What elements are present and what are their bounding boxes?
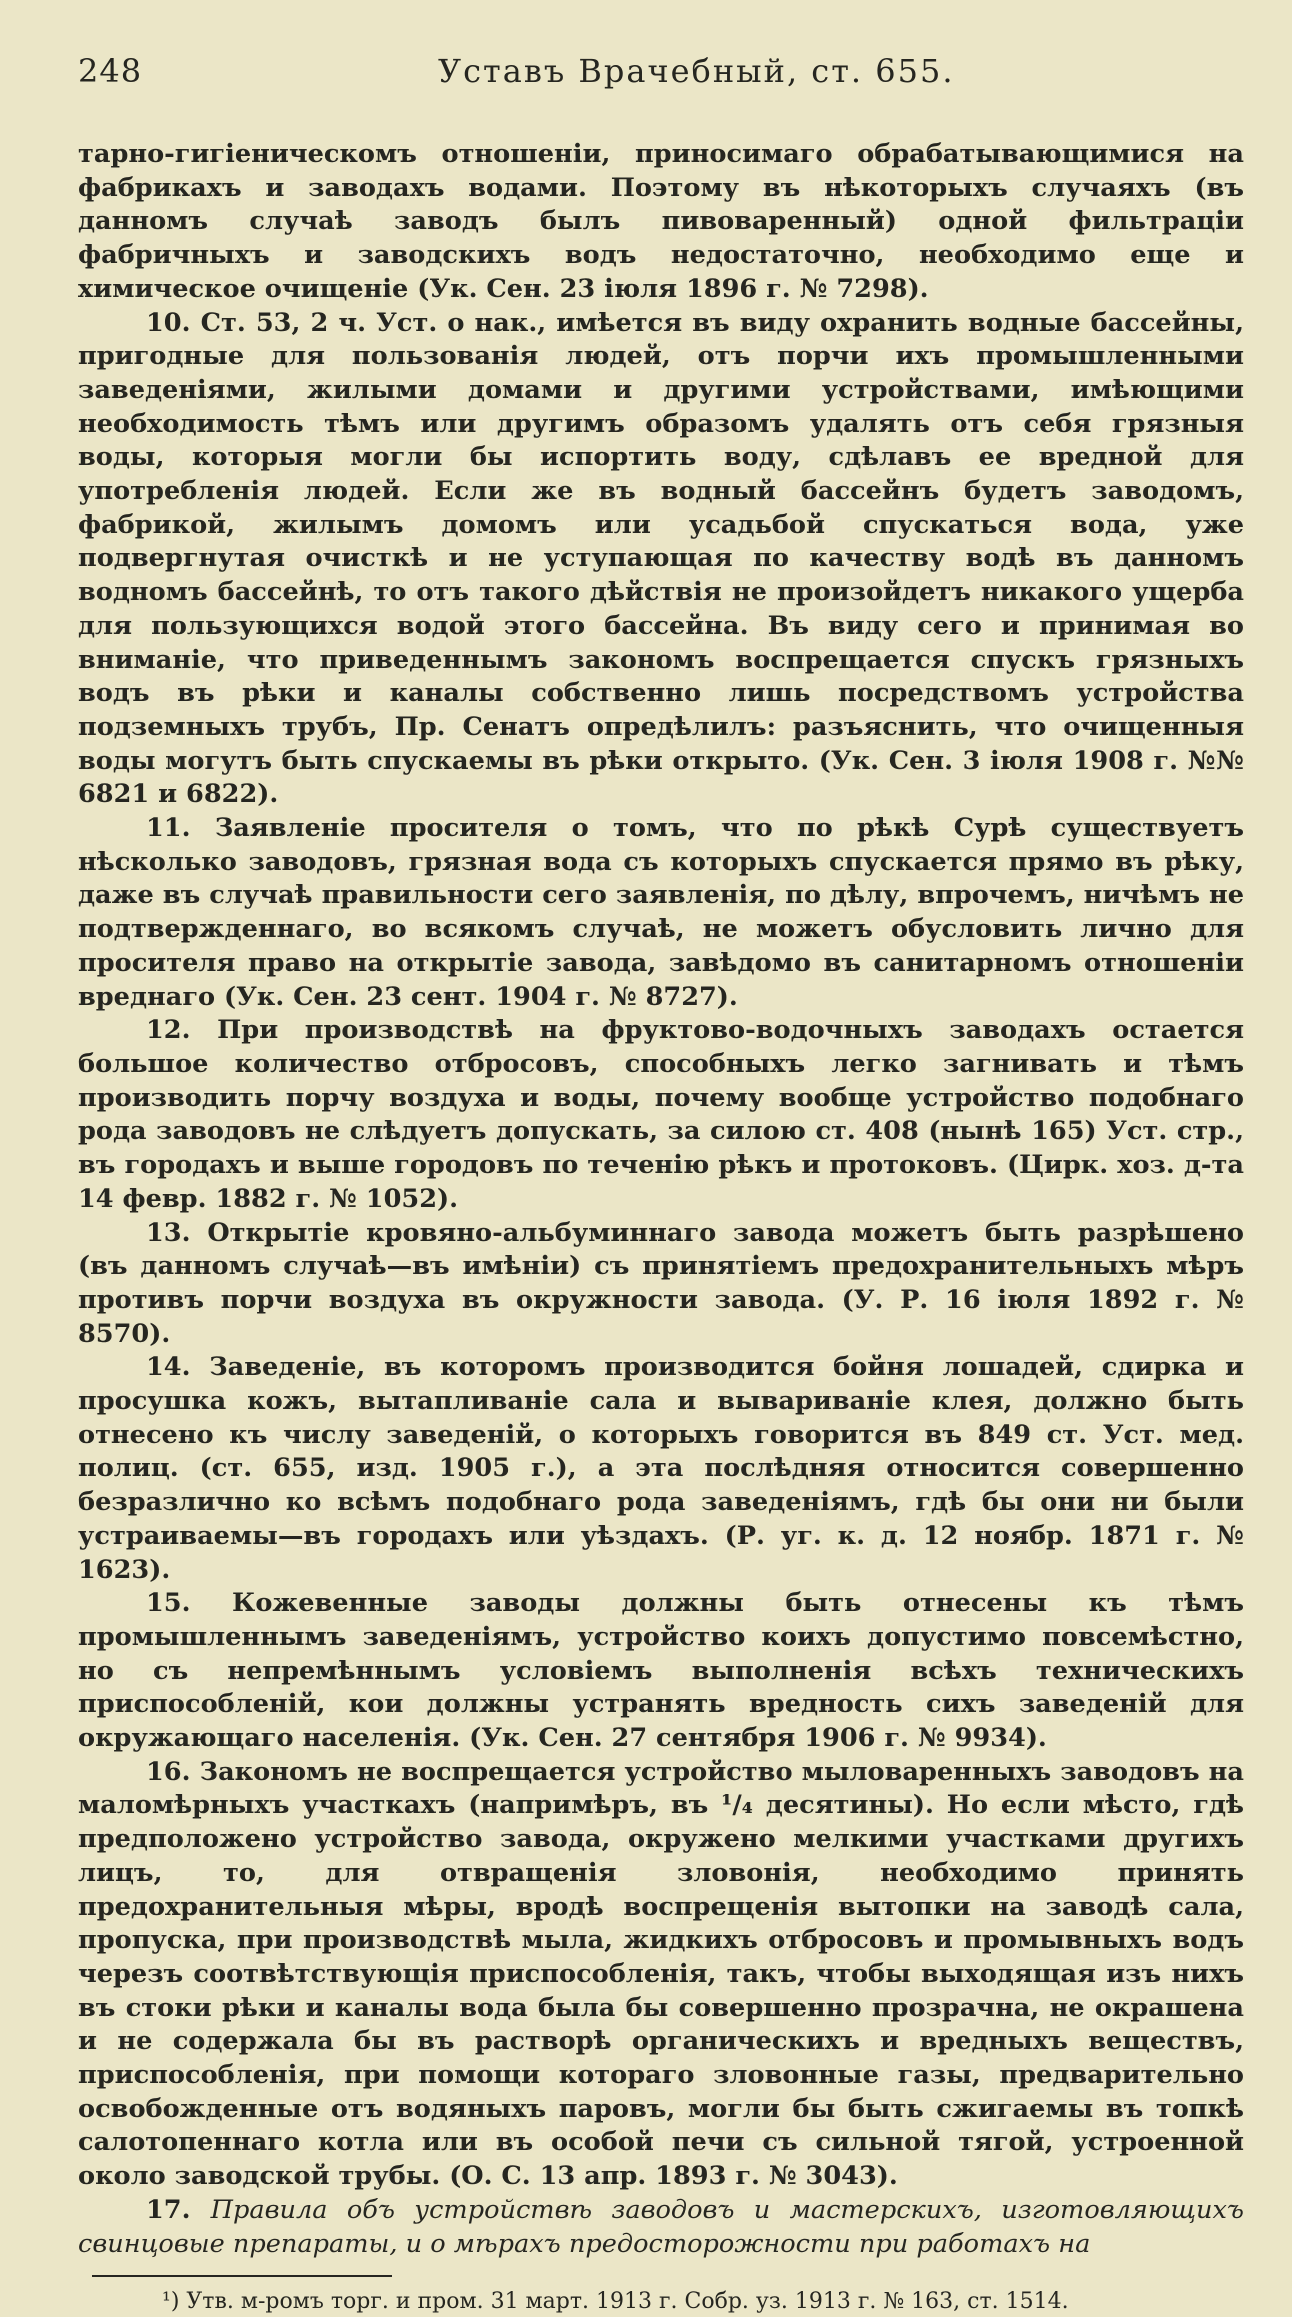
paragraph-15: 15. Кожевенные заводы должны быть отнесены къ тѣмъ промышленнымъ заведеніямъ, устройство коихъ допустимо повсемѣстно, но съ непремѣннымъ условіемъ выполненія всѣхъ техническихъ приспособленій, кои должны устранять вредность сихъ заведеній для окружающаго населенія. (Ук. Сен. 27 сентября 1906 г. № 9934).: [78, 1588, 1244, 1754]
paragraph-continuation: тарно-гигіеническомъ отношеніи, приносимаго обрабатывающимися на фабрикахъ и заводахъ водами. Поэтому въ нѣкоторыхъ случаяхъ (въ данномъ случаѣ заводъ былъ пивоваренный) одной фильтраціи фабричныхъ и заводскихъ водъ недостаточно, необходимо еще и химическое очищеніе (Ук. Сен. 23 іюля 1896 г. № 7298).: [78, 139, 1244, 304]
page-header: [78, 52, 1244, 108]
paragraph-17-number: 17.: [146, 2194, 191, 2225]
paragraph-17: [78, 2194, 1244, 2261]
paragraph-12: 12. При производствѣ на фруктово-водочныхъ заводахъ остается большое количество отбросовъ, способныхъ легко загнивать и тѣмъ производить порчу воздуха и воды, почему вообще устройство подобнаго рода заводовъ не слѣдуетъ допускать, за силою ст. 408 (нынѣ 165) Уст. стр., въ городахъ и выше городовъ по теченію рѣкъ и протоковъ. (Цирк. хоз. д-та 14 февр. 1882 г. № 1052).: [78, 1015, 1244, 1214]
paragraph-10: 10. Ст. 53, 2 ч. Уст. о нак., имѣется въ виду охранить водные бассейны, пригодные для пользованія людей, отъ порчи ихъ промышленными заведеніями, жилыми домами и другими устройствами, имѣющими необходимость тѣмъ или другимъ образомъ удалять отъ себя грязныя воды, которыя могли бы испортить воду, сдѣлавъ ее вредной для употребленія людей. Если же въ водный бассейнъ будетъ заводомъ, фабрикой, жилымъ домомъ или усадьбой спускаться вода, уже подвергнутая очисткѣ и не уступающая по качеству водѣ въ данномъ водномъ бассейнѣ, то отъ такого дѣйствія не произойдетъ никакого ущерба для пользующихся водой этого бассейна. Въ виду сего и принимая во вниманіе, что приведеннымъ закономъ воспрещается спускъ грязныхъ водъ въ рѣки и каналы собственно лишь посредствомъ устройства подземныхъ трубъ, Пр. Сенатъ опредѣлилъ: разъяснить, что очищенныя воды могутъ быть спускаемы въ рѣки открыто. (Ук. Сен. 3 іюля 1908 г. №№ 6821 и 6822).: [78, 307, 1244, 810]
footnote: ¹) Утв. м-ромъ торг. и пром. 31 март. 1913 г. Собр. уз. 1913 г. № 163, ст. 1514.: [162, 2289, 1069, 2315]
paragraph-13: 13. Открытіе кровяно-альбуминнаго завода можетъ быть разрѣшено (въ данномъ случаѣ—въ имѣніи) съ принятіемъ предохранительныхъ мѣръ противъ порчи воздуха въ окружности завода. (У. Р. 16 іюля 1892 г. № 8570).: [78, 1217, 1244, 1349]
paragraph-17-italic-text: Правила объ устройствѣ заводовъ и мастерскихъ, изготовляющихъ свинцовые препараты, и о мѣрахъ предосторожности при работахъ на: [78, 2194, 1244, 2259]
page-number: 248: [78, 52, 143, 90]
paragraph-16: 16. Закономъ не воспрещается устройство мыловаренныхъ заводовъ на маломѣрныхъ участкахъ (напримѣръ, въ ¹/₄ десятины). Но если мѣсто, гдѣ предположено устройство завода, окружено мелкими участками другихъ лицъ, то, для отвращенія зловонія, необходимо принять предохранительныя мѣры, вродѣ воспрещенія вытопки на заводѣ сала, пропуска, при производствѣ мыла, жидкихъ отбросовъ и промывныхъ водъ черезъ соотвѣтствующія приспособленія, такъ, чтобы выходящая изъ нихъ въ стоки рѣки и каналы вода была бы совершенно прозрачна, не окрашена и не содержала бы въ растворѣ органическихъ и вредныхъ веществъ, приспособленія, при помощи котораго зловонные газы, предварительно освобожденные отъ водяныхъ паровъ, могли бы быть сжигаемы въ топкѣ салотопеннаго котла или въ особой печи съ сильной тягой, устроенной около заводской трубы. (О. С. 13 апр. 1893 г. № 3043).: [78, 1756, 1244, 2192]
body-text: [78, 138, 1244, 2261]
paragraph-14: 14. Заведеніе, въ которомъ производится бойня лошадей, сдирка и просушка кожъ, вытапливаніе сала и вывариваніе клея, должно быть отнесено къ числу заведеній, о которыхъ говорится въ 849 ст. Уст. мед. полиц. (ст. 655, изд. 1905 г.), а эта послѣдняя относится совершенно безразлично ко всѣмъ подобнаго рода заведеніямъ, гдѣ бы они ни были устраиваемы—въ городахъ или уѣздахъ. (Р. уг. к. д. 12 ноябр. 1871 г. № 1623).: [78, 1352, 1244, 1585]
paragraph-11: 11. Заявленіе просителя о томъ, что по рѣкѣ Сурѣ существуетъ нѣсколько заводовъ, грязная вода съ которыхъ спускается прямо въ рѣку, даже въ случаѣ правильности сего заявленія, по дѣлу, впрочемъ, ничѣмъ не подтвержденнаго, во всякомъ случаѣ, не можетъ обусловить лично для просителя право на открытіе завода, завѣдомо въ санитарномъ отношеніи вреднаго (Ук. Сен. 23 сент. 1904 г. № 8727).: [78, 813, 1244, 1012]
running-title: Уставъ Врачебный, ст. 655.: [438, 52, 955, 90]
footnote-divider: [92, 2275, 392, 2277]
